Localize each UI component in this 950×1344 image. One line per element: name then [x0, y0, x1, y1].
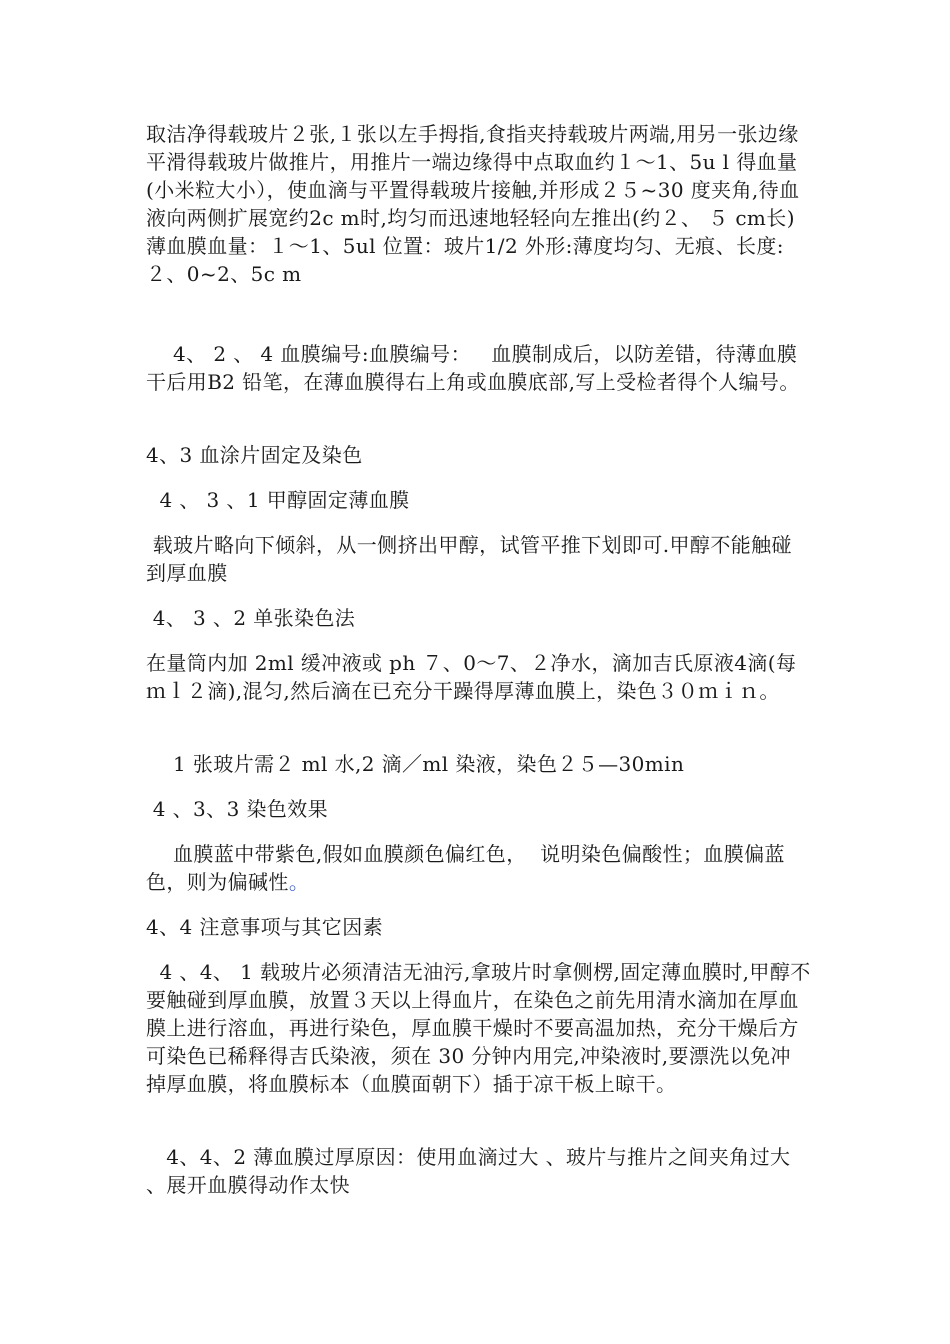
- heading-section-4-3: 4、3 血涂片固定及染色: [146, 443, 363, 467]
- paragraph-methanol-fixing: 载玻片略向下倾斜，从一侧挤出甲醇，试管平推下划即可.甲醇不能触碰到厚血膜: [146, 533, 792, 585]
- paragraph-stain-ratio: 1 张玻片需２ ml 水,2 滴／ml 染液，染色２５—30min: [146, 752, 685, 776]
- stain-effect-text: 血膜蓝中带紫色,假如血膜颜色偏红色， 说明染色偏酸性；血膜偏蓝色，则为偏碱性: [146, 842, 785, 894]
- paragraph-film-numbering: 4、 2 、 4 血膜编号:血膜编号： 血膜制成后，以防差错，待薄血膜干后用B2 铅笔，在薄血膜得右上角或血膜底部,写上受检者得个人编号。: [146, 342, 800, 394]
- paragraph-stain-effect: [146, 840, 811, 896]
- paragraph-precautions: 4 、4、 1 载玻片必须清洁无油污,拿玻片时拿侧楞,固定薄血膜时,甲醇不要触碰到厚血膜，放置３天以上得血片，在染色之前先用清水滴加在厚血膜上进行溶血，再进行染色，厚血膜干燥时不要高温加热，充分干燥后方可染色已稀释得吉氏染液，须在 30 分钟内用完,冲染液时,要漂洗以免冲掉厚血膜，将血膜标本（血膜面朝下）插于凉干板上晾干。: [146, 960, 811, 1096]
- paragraph-thick-film-causes: 4、4、2 薄血膜过厚原因：使用血滴过大 、玻片与推片之间夹角过大 、展开血膜得动作太快: [146, 1145, 798, 1197]
- heading-section-4-4: 4、4 注意事项与其它因素: [146, 915, 384, 939]
- heading-4-3-2: 4、 3 、2 单张染色法: [146, 606, 356, 630]
- paragraph-thin-film-preparation: 取洁净得载玻片２张,１张以左手拇指,食指夹持载玻片两端,用另一张边缘平滑得载玻片做推片，用推片一端边缘得中点取血约１～1、5u l 得血量(小米粒大小），使血滴与平置得载玻片接触,并形成２５~30 度夹角,待血液向两侧扩展宽约2c m时,均匀而迅速地轻轻向左推出(约２、 ５ cm长)薄血膜血量：１～1、5ul 位置：玻片1/2 外形:薄度均匀、无痕、长度:２、0~2、5c m: [146, 122, 800, 286]
- paragraph-staining-method: 在量筒内加 2ml 缓冲液或 ph ７、0～7、２净水，滴加吉氏原液4滴(每ｍｌ２滴),混匀,然后滴在已充分干躁得厚薄血膜上，染色３０ｍｉｎ。: [146, 651, 797, 703]
- stain-effect-end-mark: 。: [288, 870, 310, 894]
- heading-4-3-3: 4 、3、3 染色效果: [146, 797, 329, 821]
- heading-4-3-1: 4 、 3 、1 甲醇固定薄血膜: [146, 488, 410, 512]
